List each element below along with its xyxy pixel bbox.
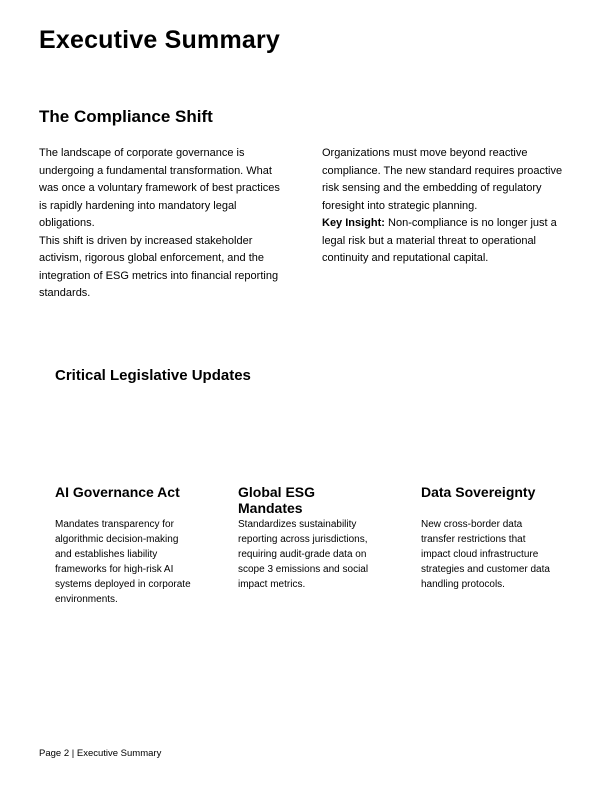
card-title-global-esg-mandates: Global ESG Mandates	[238, 483, 316, 516]
key-insight-label: Key Insight:	[322, 217, 385, 229]
card-title-ai-governance-act: AI Governance Act	[55, 483, 180, 500]
page-title: Executive Summary	[39, 26, 281, 54]
legislative-cards-row	[55, 484, 570, 607]
compliance-two-column-layout	[39, 145, 570, 303]
compliance-right-column	[322, 145, 570, 303]
compliance-left-column	[39, 145, 287, 303]
card-body-data-sovereignty: New cross-border data transfer restrictions that impact cloud infrastructure strategies and customer data handling protocols.	[421, 518, 550, 590]
legislative-updates-section	[55, 367, 570, 607]
card-title-data-sovereignty: Data Sovereignty	[421, 483, 536, 500]
compliance-shift-heading: The Compliance Shift	[39, 107, 213, 126]
compliance-shift-section	[39, 107, 570, 303]
card-body-global-esg-mandates: Standardizes sustainability reporting across jurisdictions, requiring audit-grade data on scope 3 emissions and social impact metrics.	[238, 518, 369, 590]
card-ai-governance-act	[55, 484, 191, 607]
compliance-key-insight-paragraph	[322, 215, 570, 268]
page-footer: Page 2 | Executive Summary	[39, 748, 162, 759]
card-global-esg-mandates	[238, 484, 374, 607]
compliance-left-paragraph-1: The landscape of corporate governance is undergoing a fundamental transformation. What was once a voluntary framework of best practices is rapidly hardening into mandatory legal obligations.	[39, 147, 280, 229]
compliance-right-paragraph-1: Organizations must move beyond reactive compliance. The new standard requires proactive risk sensing and the embedding of regulatory foresight into strategic planning.	[322, 147, 563, 212]
legislative-updates-heading: Critical Legislative Updates	[55, 366, 251, 384]
card-body-ai-governance-act: Mandates transparency for algorithmic decision-making and establishes liability frameworks for high-risk AI systems deployed in corporate environments.	[55, 518, 191, 605]
card-data-sovereignty	[421, 484, 557, 607]
key-insight-text: Non-compliance is no longer just a legal risk but a material threat to operational continuity and reputational capital.	[322, 217, 557, 264]
compliance-left-paragraph-2: This shift is driven by increased stakeholder activism, rigorous global enforcement, and the integration of ESG metrics into financial reporting standards.	[39, 234, 279, 299]
